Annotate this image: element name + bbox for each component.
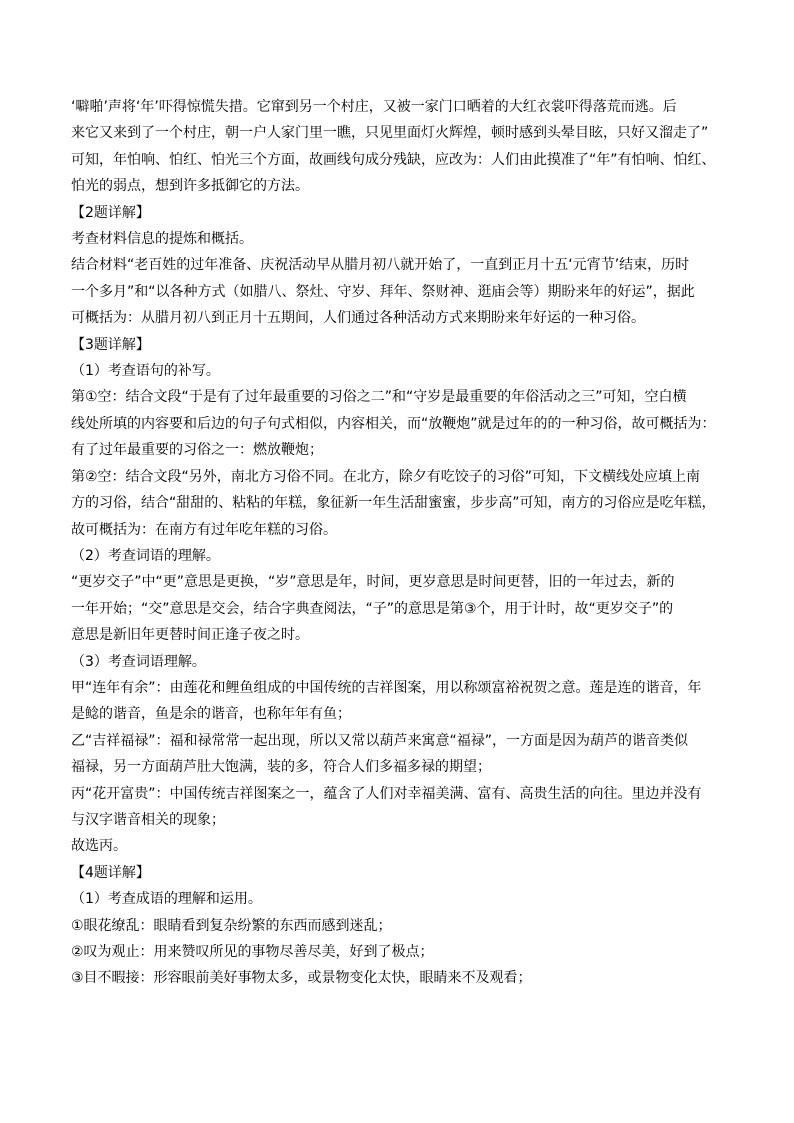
text-line: 可概括为：从腊月初八到正月十五期间，人们通过各种活动方式来期盼来年好运的一种习俗。 bbox=[71, 310, 645, 327]
text-line: “更岁交子”中“更”意思是更换，“岁”意思是年，时间，更岁意思是时间更替，旧的一年过去，新的 bbox=[71, 574, 675, 591]
document-page bbox=[71, 94, 731, 992]
text-line: 结合材料“老百姓的过年准备、庆祝活动早从腊月初八就开始了，一直到正月十五‘元宵节’结束，历时 bbox=[71, 257, 690, 274]
text-line: 是鲶的谐音，鱼是余的谐音，也称年年有鱼； bbox=[71, 706, 351, 723]
text-line: 福禄，另一方面葫芦肚大饱满，装的多，符合人们多福多禄的期望； bbox=[71, 759, 491, 776]
section-heading: 【3题详解】 bbox=[71, 336, 150, 353]
text-line: 意思是新旧年更替时间正逢子夜之时。 bbox=[71, 627, 309, 644]
text-line: 丙“花开富贵”：中国传统吉祥图案之一，蕴含了人们对幸福美满、富有、高贵生活的向往。里边并没有 bbox=[71, 785, 702, 802]
text-line: 方的习俗，结合“甜甜的、粘粘的年糕，象征新一年生活甜蜜蜜，步步高”可知，南方的习俗应是吃年糕， bbox=[71, 495, 716, 512]
section-heading: 【2题详解】 bbox=[71, 204, 150, 221]
text-line: ③目不暇接：形容眼前美好事物太多，或景物变化太快，眼睛来不及观看； bbox=[71, 970, 532, 987]
text-line: ‘噼啪’声将‘年’吓得惊慌失措。它窜到另一个村庄，又被一家门口晒着的大红衣裳吓得落荒而逃。后 bbox=[71, 99, 677, 115]
text-line: （2）考查词语的理解。 bbox=[71, 547, 220, 564]
section-heading: 【4题详解】 bbox=[71, 864, 150, 881]
text-line: 第②空：结合文段“另外，南北方习俗不同。在北方，除夕有吃饺子的习俗”可知，下文横线处应填上南 bbox=[71, 468, 701, 485]
text-line: 故可概括为：在南方有过年吃年糕的习俗。 bbox=[71, 521, 337, 538]
text-line: （3）考查词语理解。 bbox=[71, 653, 206, 670]
text-line: 可知，年怕响、怕红、怕光三个方面，故画线句成分残缺，应改为：人们由此摸准了“年”有怕响、怕红、 bbox=[71, 151, 716, 168]
text-line: 与汉字谐音相关的现象； bbox=[71, 811, 225, 828]
text-line: 故选丙。 bbox=[71, 838, 127, 855]
text-line: 一年开始；“交”意思是交会，结合字典查阅法，“子”的意思是第③个，用于计时，故“更岁交子”的 bbox=[71, 600, 674, 617]
text-line: 怕光的弱点，想到许多抵御它的方法。 bbox=[71, 178, 309, 195]
text-line: 线处所填的内容要和后边的句子句式相似，内容相关，而“放鞭炮”就是过年的的一种习俗，故可概括为： bbox=[71, 415, 716, 432]
text-line: ①眼花缭乱：眼睛看到复杂纷繁的东西而感到迷乱； bbox=[71, 917, 392, 934]
text-line: 一个多月”和“以各种方式（如腊八、祭灶、守岁、拜年、祭财神、逛庙会等）期盼来年的好运”，据此 bbox=[71, 283, 695, 300]
text-line: 甲“连年有余”：由莲花和鲤鱼组成的中国传统的吉祥图案，用以称颂富裕祝贺之意。莲是连的谐音，年 bbox=[71, 679, 702, 696]
text-line: 乙“吉祥福禄”：福和禄常常一起出现，所以又常以葫芦来寓意“福禄”，一方面是因为葫芦的谐音类似 bbox=[71, 732, 689, 749]
text-line: ②叹为观止：用来赞叹所见的事物尽善尽美，好到了极点； bbox=[71, 944, 434, 960]
text-line: （1）考查语句的补写。 bbox=[71, 363, 220, 380]
text-line: 第①空：结合文段“于是有了过年最重要的习俗之二”和“守岁是最重要的年俗活动之三”可知，空白横 bbox=[71, 389, 687, 406]
text-line: 有了过年最重要的习俗之一：燃放鞭炮； bbox=[71, 442, 323, 459]
text-line: （1）考查成语的理解和运用。 bbox=[71, 891, 262, 908]
text-line: 来它又来到了一个村庄，朝一户人家门里一瞧，只见里面灯火辉煌，顿时感到头晕目眩，只好又溜走了” bbox=[71, 125, 709, 142]
text-line: 考查材料信息的提炼和概括。 bbox=[71, 231, 253, 248]
